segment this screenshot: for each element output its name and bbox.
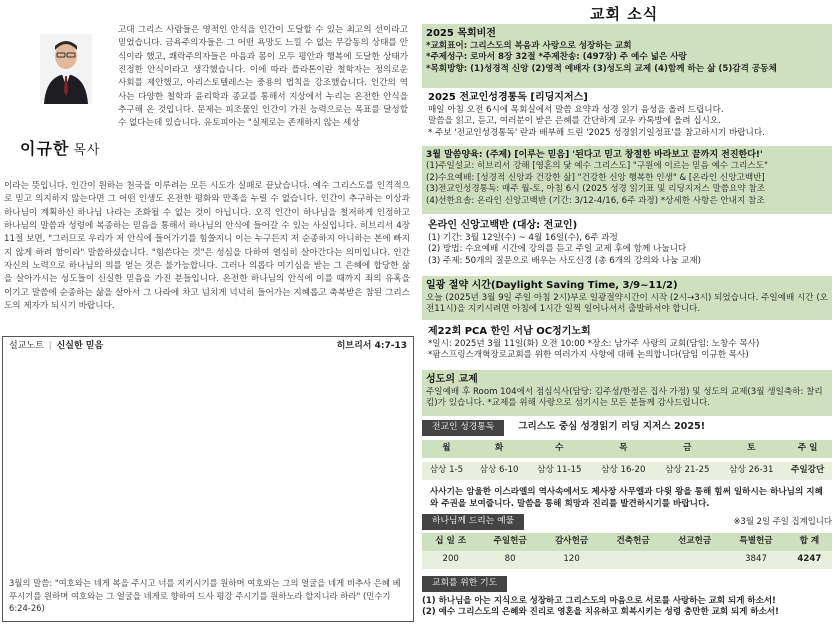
online-title: 온라인 신앙고백반 (대상: 전교인) xyxy=(428,220,578,231)
offering-header: 특별헌금 xyxy=(725,533,786,551)
offering-header: 감사헌금 xyxy=(541,533,602,551)
dst-title: 일광 절약 시간(Daylight Saving Time, 3/9~11/2) xyxy=(426,280,678,291)
vision-item: *목회방향: (1)성경적 신앙 (2)영적 예배자 (3)성도의 교제 (4)함께 하는 삶 (5)감격 공동체 xyxy=(426,63,777,74)
offering-header: 선교헌금 xyxy=(664,533,725,551)
reading-line: * 주보 '전교인성경통독' 란과 배부해 드린 '2025 성경읽기일정표'를 참고하시기 바랍니다. xyxy=(428,127,765,138)
day-cell: 토 xyxy=(719,440,783,458)
pastor-photo xyxy=(40,34,92,104)
reading-cell: 삼상 21-25 xyxy=(655,462,719,480)
reading-title: 2025 전교인성경통독 [리딩지저스] xyxy=(428,92,588,103)
sermon-title: 신실한 믿음 xyxy=(56,341,104,351)
offering-value xyxy=(664,551,725,569)
column-paragraph-top: 고대 그리스 사람들은 영적인 안식을 인간이 도달할 수 있는 최고의 선이라고 믿었습니다. 금욕주의자들은 그 어떤 욕망도 느낄 수 없는 무감동의 상태를 안식이라 했고, 쾌락주의자들은 마음과 몸이 모두 평안과 행복에 도달한 상태가 진정한 안식이라고 생각했습니다. 이에 따라 플라톤이란 철학자는 정의로운 사회를 제안했고, 아리스토텔레스는 중용의 법칙을 강조했습니다. 인간의 역사는 다양한 철학과 윤리학과 종교를 통해서 지상에서 누리는 온전한 안식을 추구해 온 것입니다. 문제는 피조물인 인간이 가진 능력으로는 목표를 달성할 수 없다는데 있습니다. 유토피아는 "실제로는 존재하지 않는 세상 xyxy=(118,25,408,129)
vision-title: 2025 목회비전 xyxy=(426,28,496,39)
offering-value xyxy=(602,551,663,569)
prayer-section xyxy=(422,576,832,619)
offering-header: 합 계 xyxy=(787,533,832,551)
news-title: 교회 소식 xyxy=(590,5,659,23)
bible-table xyxy=(422,440,832,480)
reading-line: 매일 아침 오전 6시에 목회실에서 말씀 요약과 성경 읽기 음성을 올려 드립니다. xyxy=(428,104,724,115)
dst-line: 오늘 (2025년 3월 9일 주일 아침 2시)부로 일광절약시간이 시작 (2시→3시) 되었습니다. 주일예배 시간 (오전11시)을 지키시려면 아침에 1시간 일찍 일어나셔서 출발하셔야 합니다. xyxy=(426,292,828,315)
day-cell: 금 xyxy=(655,440,719,458)
prayer-item: (1) 하나님을 아는 지식으로 성장하고 그리스도의 마음으로 서로를 사랑하는 교회 되게 하소서! xyxy=(422,595,776,606)
sermon-label: 설교노트 xyxy=(9,341,44,351)
vision-item: *주제성구: 로마서 8장 32절 *주제찬송: (497장) 주 예수 넓은 사랑 xyxy=(426,52,687,63)
offering-note: ※3월 2일 주일 집계입니다 xyxy=(733,516,832,527)
offering-values-row xyxy=(422,551,832,569)
bible-days-row xyxy=(422,440,832,458)
reading-section xyxy=(424,88,832,146)
day-cell: 주 일 xyxy=(783,440,832,458)
online-line: (1) 기간: 3월 12일(수) ~ 4월 16일(수), 6주 과정 xyxy=(428,232,618,243)
fellowship-title: 성도의 교제 xyxy=(426,374,478,385)
pca-title: 제22회 PCA 한인 서남 OC정기노회 xyxy=(428,326,591,337)
pca-line: *팜스프링스개혁장로교회를 위한 여러가지 사항에 대해 논의합니다(담임 이규한 목사) xyxy=(428,350,749,361)
reading-line: 말씀을 읽고, 듣고, 여러분이 받은 은혜를 간단하게 교우 카톡방에 올려 십시오. xyxy=(428,116,721,127)
offering-value: 3847 xyxy=(725,551,786,569)
column-paragraph-bottom: 이라는 뜻입니다. 인간이 원하는 천국을 이루려는 모든 시도가 실패로 끝났습니다. 예수 그리스도를 인격적으로 믿고 의지하지 않는다면 그 어떤 인생도 온전한 평화와 만족을 누릴 수 없습니다. 인간이 추구하는 이상과 하나님이 계획하신 하나님 나라는 조화될 수 없는 것이 아닙니다. 오직 인간이 하나님을 철저하게 인정하고 하나님의 말씀과 성령에 복종하는 믿음을 통해서 하나님의 안식에 들어갈 수 있는 사실입니다. 히브리서 4장 11절 보면, "그러므로 우리가 저 안식에 들어가기를 힘쓸지니 이는 누구든지 저 순종하지 아니하는 본에 빠지지 않게 하려 함이라" 말씀하셨습니다. "힘쓴다는 것"은 성심을 다하여 열심히 살아간다는 의미입니다. 인간 자신의 노력으로 하나님의 의를 얻는 것은 불가능합니다. 그러나 의롭다 여기심을 받는 그 은혜에 합당한 삶을 살아가시는 성도들이 신실한 믿음을 가진 분들입니다. 온전한 하나님의 안식에 이를 때까지 죄의 유혹을 이기고 말씀에 순종하는 삶을 살아서 그 나라에 차고 넘치게 넉넉히 들어가는 지혜롭고 축복받은 참된 그리스도의 제자가 되시기 바랍니다. xyxy=(4,181,410,311)
reading-cell: 삼상 1-5 xyxy=(422,462,471,480)
reading-cell: 삼상 11-15 xyxy=(527,462,591,480)
offering-header: 십 일 조 xyxy=(422,533,479,551)
lent-line: (1)주일설교: 히브리서 강해 [영혼의 닻 예수 그리스도] "구원에 이르는 믿음 예수 그리스도" xyxy=(426,161,768,172)
prayer-item: (2) 예수 그리스도의 은혜와 진리로 영혼을 치유하고 회복시키는 성령 충만한 교회 되게 하소서! xyxy=(422,607,779,618)
pastor-name-text: 이규한 xyxy=(20,139,70,158)
sermon-scripture: 히브리서 4:7-13 xyxy=(336,341,407,351)
day-cell: 월 xyxy=(422,440,471,458)
sermon-note-box xyxy=(2,336,414,622)
bible-reading-section xyxy=(422,420,832,510)
sermon-divider: | xyxy=(48,341,52,351)
dst-section xyxy=(422,276,832,320)
bible-summary: 사사기는 암울한 이스라엘의 역사속에서도 제사장 사무엘과 다윗 왕을 통해 힘써 일하시는 하나님의 지혜와 주권을 보여줍니다. 말씀을 통해 희망과 진리를 발견하시기를 바랍니다. xyxy=(430,486,823,509)
offering-tag: 하나님께 드리는 예물 xyxy=(422,514,524,530)
prayer-tag: 교회를 위한 기도 xyxy=(422,576,507,592)
online-line: (3) 주제: 50개의 질문으로 배우는 사도신경 (총 6개의 강의와 나눔 교재) xyxy=(428,255,702,266)
day-cell: 수 xyxy=(527,440,591,458)
sermon-header xyxy=(3,337,413,355)
offering-header-row xyxy=(422,533,832,551)
pastor-photo-image xyxy=(40,34,92,104)
monthly-verse: 3월의 말씀: "여호와는 네게 복을 주시고 너를 지키시기를 원하며 여호와는 그의 얼굴을 네게 비추사 은혜 베푸시기를 원하며 여호와는 그 얼굴을 네게로 향하여 드사 평강 주시기를 원하노라 할지니라 하라" (민수기 6:24-26) xyxy=(9,578,401,614)
offering-header: 주일헌금 xyxy=(479,533,540,551)
offering-total: 4247 xyxy=(787,551,832,569)
day-cell: 목 xyxy=(591,440,655,458)
lent-section xyxy=(422,146,832,214)
pca-line: *일시: 2025년 3월 11일(화) 오전 10:00 *장소: 남가주 사랑의 교회(담임: 노창수 목사) xyxy=(428,338,760,349)
lent-line: (3)전교인성경통독: 매주 월-토, 아침 6시 (2025 성경 읽기표 및 리딩지저스 말씀요약 참조 xyxy=(426,184,765,195)
vision-item: *교회표어: 그리스도의 복음과 사랑으로 성장하는 교회 xyxy=(426,40,632,51)
reading-cell: 삼상 26-31 xyxy=(719,462,783,480)
offering-table xyxy=(422,533,832,569)
day-cell: 화 xyxy=(471,440,527,458)
fellowship-line: 주일예배 후 Room 104에서 점심식사(담당: 김주성/한정은 집사 가정) 및 성도의 교제(3월 생일축하: 찰리 킴)가 있습니다. *교제를 위해 사랑으로 섬기시는 모든 분들께 감사드립니다. xyxy=(426,386,823,409)
pastor-name xyxy=(20,138,101,160)
reading-cell: 주일강단 xyxy=(783,462,832,480)
fellowship-section xyxy=(422,370,832,416)
offering-section xyxy=(422,514,832,569)
lent-line: (2)수요예배: [성경적 신앙과 건강한 삶] "건강한 신앙 행복한 인생" & [온라인 신앙고백반] xyxy=(426,172,765,183)
reading-cell: 삼상 6-10 xyxy=(471,462,527,480)
bible-tag: 전교인 성경통독 xyxy=(422,420,504,436)
offering-value: 80 xyxy=(479,551,540,569)
bible-heading: 그리스도 중심 성경읽기 리딩 지저스 2025! xyxy=(518,421,706,433)
online-class-section xyxy=(424,216,832,274)
vision-section xyxy=(422,24,832,88)
pca-section xyxy=(424,322,832,366)
pastor-title: 목사 xyxy=(73,143,101,158)
online-line: (2) 방법: 수요예배 시간에 강의를 듣고 주일 교제 후에 함께 나눕니다 xyxy=(428,244,687,255)
offering-value: 120 xyxy=(541,551,602,569)
bible-readings-row xyxy=(422,462,832,480)
lent-title: 3월 말씀양육: (주제) [이루는 믿음] '된다고 믿고 창절한 바라보고 끝까지 전진한다!' xyxy=(426,150,763,160)
offering-header: 건축헌금 xyxy=(602,533,663,551)
lent-line: (4)선한요솔: 온라인 신앙고백반 (기간: 3/12-4/16, 6주 과정) *상세한 사항은 안내지 참조 xyxy=(426,195,765,206)
offering-value: 200 xyxy=(422,551,479,569)
reading-cell: 삼상 16-20 xyxy=(591,462,655,480)
